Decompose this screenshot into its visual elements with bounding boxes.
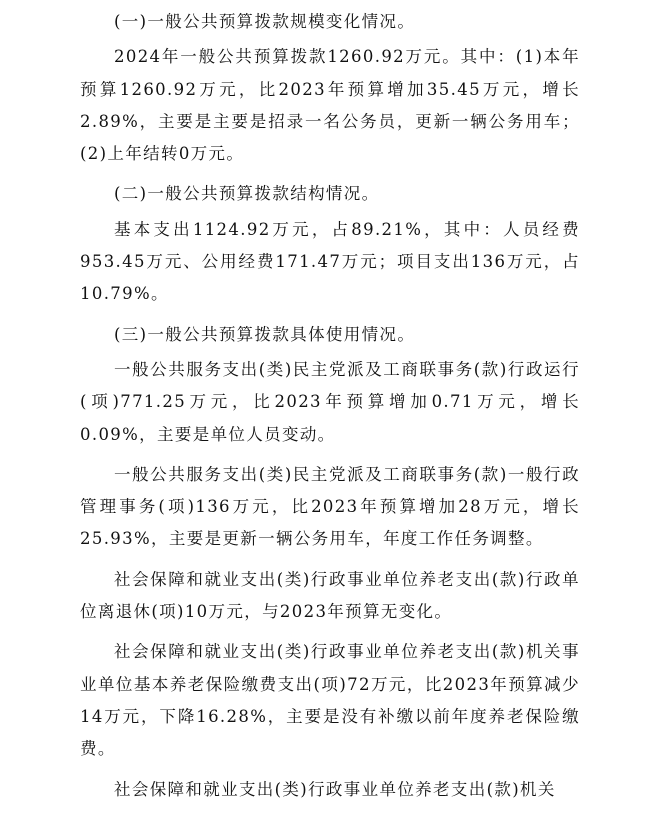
paragraph-truncated: 社会保障和就业支出(类)行政事业单位养老支出(款)机关: [114, 779, 556, 799]
document-page: [80, 6, 580, 814]
paragraph-retirement: 社会保障和就业支出(类)行政事业单位养老支出(款)行政单位离退休(项)10万元，与2023年预算无变化。: [80, 569, 580, 622]
section-heading-usage: (三)一般公共预算拨款具体使用情况。: [114, 324, 416, 344]
section-heading-scale: (一)一般公共预算拨款规模变化情况。: [114, 12, 416, 31]
section-heading-structure: (二)一般公共预算拨款结构情况。: [114, 184, 380, 204]
paragraph-budget-structure: 基本支出1124.92万元，占89.21%，其中：人员经费953.45万元、公用经费171.47万元；项目支出136万元，占10.79%。: [80, 219, 580, 304]
paragraph-pension-insurance: 社会保障和就业支出(类)行政事业单位养老支出(款)机关事业单位基本养老保险缴费支出(项)72万元，比2023年预算减少14万元，下降16.28%，主要是没有补缴以前年度养老保险缴费。: [80, 642, 580, 759]
paragraph-general-administration: 一般公共服务支出(类)民主党派及工商联事务(款)一般行政管理事务(项)136万元，比2023年预算增加28万元，增长25.93%，主要是更新一辆公务用车，年度工作任务调整。: [80, 464, 580, 549]
paragraph-administrative-operation: 一般公共服务支出(类)民主党派及工商联事务(款)行政运行(项)771.25万元，比2023年预算增加0.71万元，增长0.09%，主要是单位人员变动。: [80, 359, 580, 444]
paragraph-budget-total: 2024年一般公共预算拨款1260.92万元。其中：(1)本年预算1260.92万元，比2023年预算增加35.45万元，增长2.89%，主要是主要是招录一名公务员，更新一辆公务用车；(2)上年结转0万元。: [80, 47, 580, 164]
